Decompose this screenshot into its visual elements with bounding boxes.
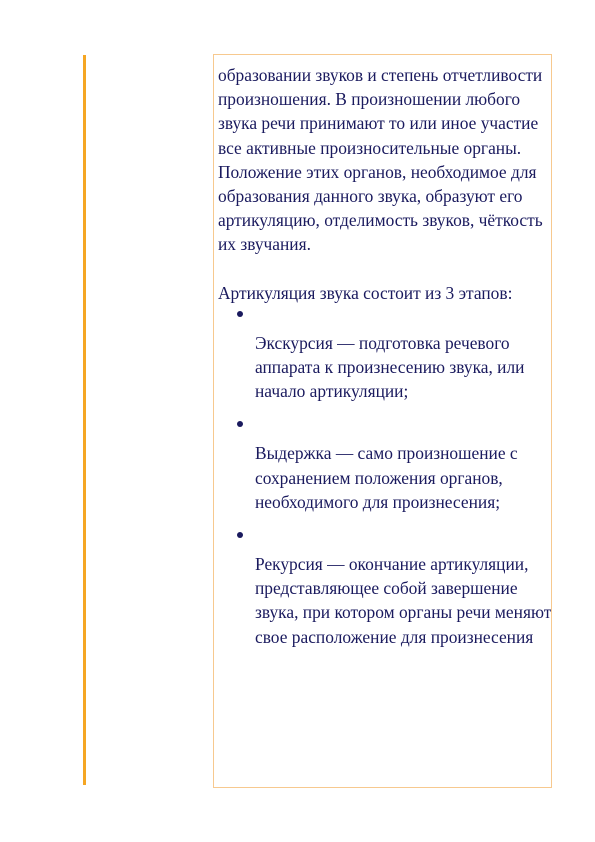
- list-item-text: Выдержка — само произношение с сохранением положения органов, необходимого для произнесения;: [255, 443, 518, 512]
- bullet-dot-icon: [237, 532, 243, 538]
- list-item-text: Экскурсия — подготовка речевого аппарата к произнесению звука, или начало артикуляции;: [255, 332, 525, 402]
- document-text: [218, 63, 552, 649]
- list-item-text: Рекурсия — окончание артикуляции, представляющее собой завершение звука, при котором органы речи меняют свое расположение для произнесения: [255, 554, 552, 647]
- stages-list: [218, 311, 552, 649]
- bullet-dot-icon: [237, 311, 243, 317]
- left-margin-rule: [83, 55, 86, 785]
- paragraph-articulation-intro: образовании звуков и степень отчетливости произношения. В произношении любого звука речи принимают то или иное участие все активные произносительные органы. Положение этих органов, необходимое для образования данного звука, образуют его артикуляцию, отделимость звуков, чёткость их звучания.: [218, 65, 543, 255]
- paragraph-articulation-stages: Артикуляция звука состоит из 3 этапов:: [218, 282, 513, 303]
- list-item: [218, 311, 552, 404]
- list-item: [218, 421, 552, 514]
- bullet-dot-icon: [237, 421, 243, 427]
- content-frame: [213, 54, 552, 788]
- list-item: [218, 532, 552, 649]
